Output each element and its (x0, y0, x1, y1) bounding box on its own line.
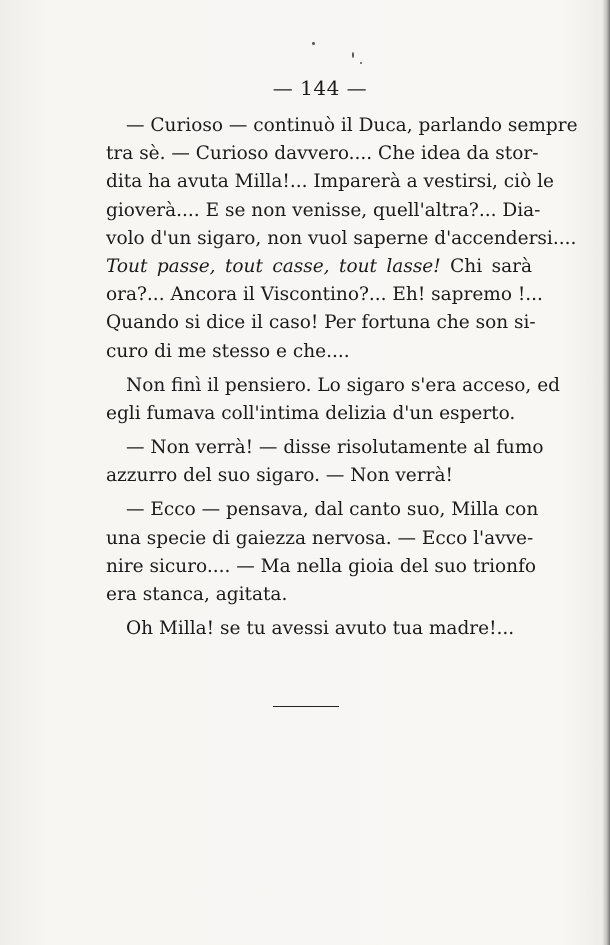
ink-speck (360, 62, 362, 64)
italic-quote: Tout passe, tout casse, tout lasse! (106, 255, 441, 277)
text-line: gioverà.... E se non venisse, quell'altra?... Dia- (106, 199, 541, 221)
text-line: — Non verrà! — disse risolutamente al fumo (126, 437, 544, 459)
page-number: — 144 — (272, 76, 368, 100)
text-line: — Ecco — pensava, dal canto suo, Milla con (126, 499, 539, 521)
ink-speck (312, 42, 315, 45)
text-fragment: Chi sarà (440, 255, 532, 277)
text-line: era stanca, agitata. (106, 584, 288, 605)
text-line: azzurro del suo sigaro. — Non verrà! (106, 465, 453, 487)
text-line: — Curioso — continuò il Duca, parlando sempre (126, 115, 578, 136)
text-line: Non finì il pensiero. Lo sigaro s'era acceso, ed (126, 374, 560, 396)
text-line: ora?... Ancora il Viscontino?... Eh! sapremo !... (106, 284, 543, 306)
body-text (106, 112, 578, 643)
page-edge-shadow (602, 0, 610, 945)
end-rule (273, 706, 339, 707)
text-line: dita ha avuta Milla!... Imparerà a vestirsi, ciò le (106, 171, 554, 193)
text-line: nire sicuro.... — Ma nella gioia del suo trionfo (106, 555, 537, 577)
text-line-mixed (106, 253, 532, 281)
text-line: curo di me stesso e che.... (106, 340, 350, 362)
ink-speck (352, 52, 354, 58)
text-line: egli fumava coll'intima delizia d'un esperto. (106, 402, 516, 424)
text-line: Oh Milla! se tu avessi avuto tua madre!... (126, 618, 515, 640)
text-line: Quando si dice il caso! Per fortuna che son si- (106, 312, 536, 334)
text-line: tra sè. — Curioso davvero.... Che idea da stor- (106, 143, 539, 165)
text-line: una specie di gaiezza nervosa. — Ecco l'avve- (106, 527, 534, 549)
text-line: volo d'un sigaro, non vuol saperne d'accendersi.... (106, 227, 577, 249)
